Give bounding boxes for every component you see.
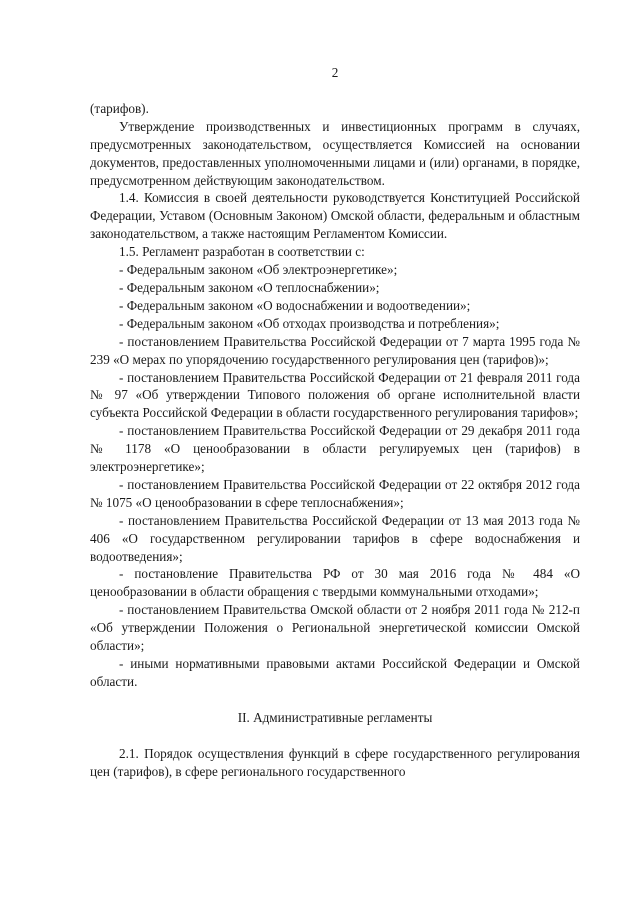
paragraph: - постановление Правительства РФ от 30 мая 2016 года № 484 «О ценообразовании в области обращения с твердыми коммунальными отходами»; — [90, 566, 580, 600]
page-number: 2 — [331, 65, 339, 80]
paragraph: - постановлением Правительства Российской Федерации от 7 марта 1995 года № 239 «О мерах по упорядочению государственного регулирования цен (тарифов)»; — [90, 333, 580, 367]
paragraph: - постановлением Правительства Российской Федерации от 22 октября 2012 года № 1075 «О ценообразовании в сфере теплоснабжения»; — [90, 476, 580, 510]
paragraph: 1.5. Регламент разработан в соответствии с: — [119, 244, 365, 260]
paragraph: - Федеральным законом «Об отходах производства и потребления»; — [119, 315, 500, 331]
paragraph: - постановлением Правительства Российской Федерации от 21 февраля 2011 года № 97 «Об утверждении Типового положения об органе исполнительной власти субъекта Российской Федерации в области государственного регулирования тарифов»; — [90, 369, 580, 421]
section-heading: II. Административные регламенты — [237, 709, 433, 725]
paragraph: Утверждение производственных и инвестиционных программ в случаях, предусмотренных законодательством, осуществляется Комиссией на основании документов, предоставленных уполномоченными лицами и (или) органами, в порядке, предусмотренном действующим законодательством. — [90, 118, 580, 188]
body-text-bottom — [90, 745, 580, 781]
paragraph: (тарифов). — [90, 100, 149, 116]
paragraph: - Федеральным законом «О водоснабжении и водоотведении»; — [119, 297, 471, 313]
paragraph: - постановлением Правительства Российской Федерации от 29 декабря 2011 года № 1178 «О ценообразовании в области регулируемых цен (тарифов) в электроэнергетике»; — [90, 423, 580, 475]
paragraph: - постановлением Правительства Омской области от 2 ноября 2011 года № 212-п «Об утверждении Положения о Региональной энергетической комиссии Омской области»; — [90, 602, 580, 654]
paragraph: - Федеральным законом «О теплоснабжении»; — [119, 279, 380, 295]
paragraph: 2.1. Порядок осуществления функций в сфере государственного регулирования цен (тарифов), в сфере регионального государственного — [90, 745, 580, 779]
paragraph: - иными нормативными правовыми актами Российской Федерации и Омской области. — [90, 656, 580, 689]
paragraph: - постановлением Правительства Российской Федерации от 13 мая 2013 года № 406 «О государственном регулировании тарифов в сфере водоснабжения и водоотведения»; — [90, 512, 580, 564]
body-text-top — [90, 100, 580, 691]
paragraph: 1.4. Комиссия в своей деятельности руководствуется Конституцией Российской Федерации, Уставом (Основным Законом) Омской области, федеральным и областным законодательством, а также настоящим Регламентом Комиссии. — [90, 190, 580, 242]
paragraph: - Федеральным законом «Об электроэнергетике»; — [119, 262, 398, 278]
